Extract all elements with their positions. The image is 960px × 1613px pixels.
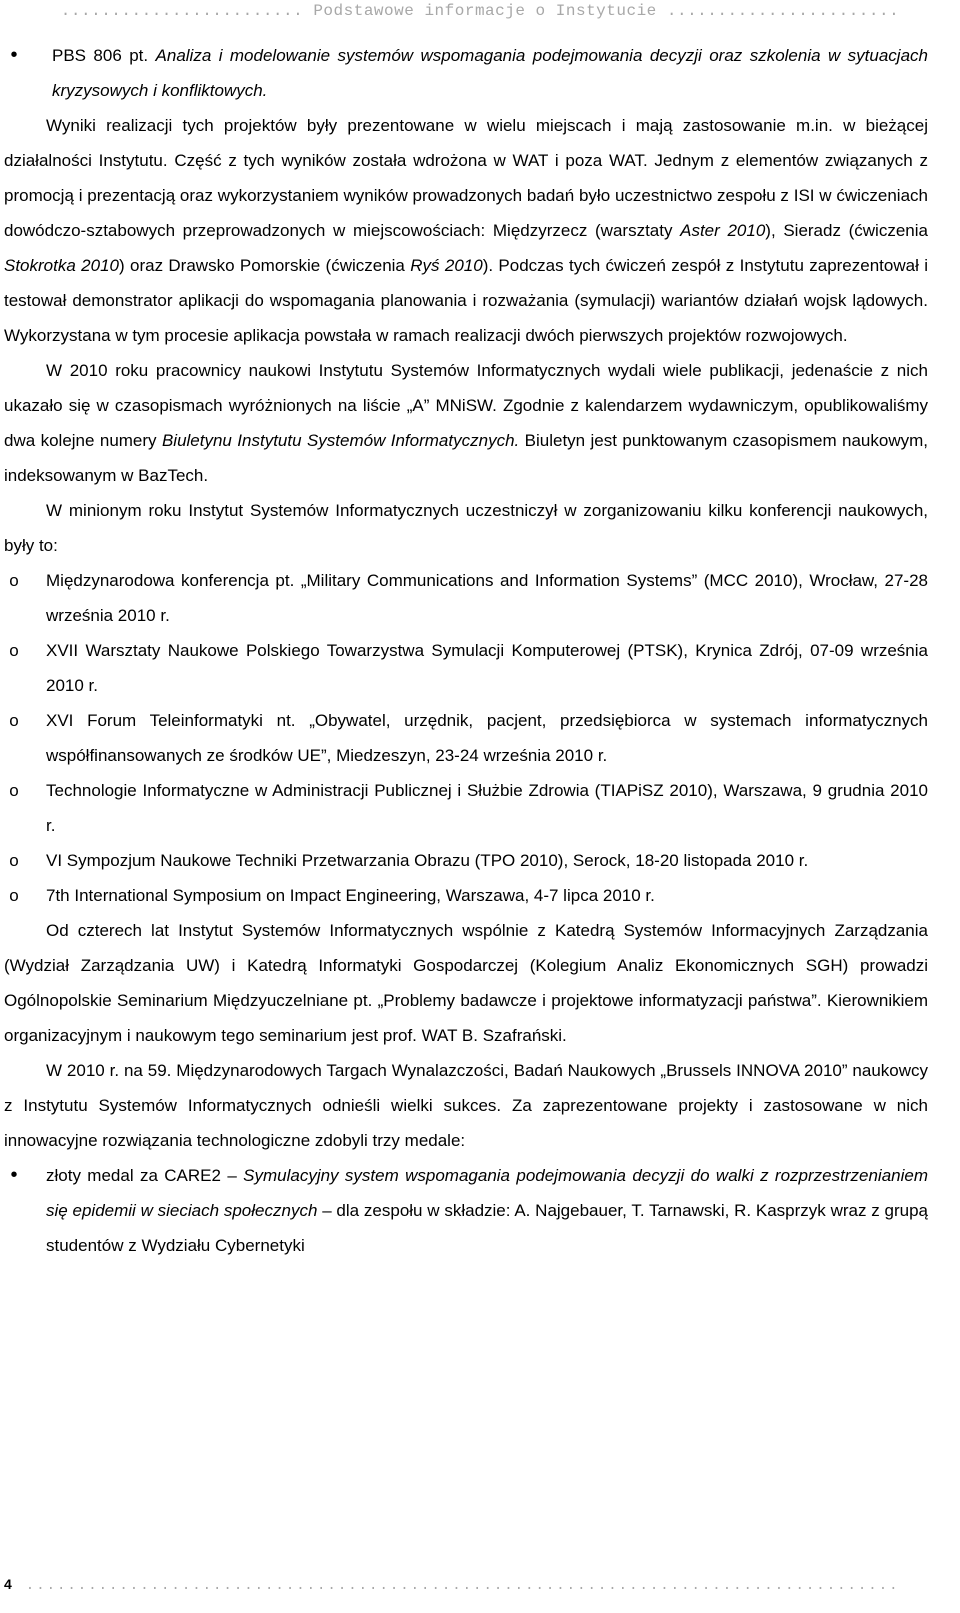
conference-list xyxy=(4,563,928,913)
conference-text: Międzynarodowa konferencja pt. „Military Communications and Information Systems” (MCC 2010), Wrocław, 27-28 września 2010 r. xyxy=(46,571,928,625)
page-number: 4 xyxy=(4,1576,12,1592)
paragraph-results xyxy=(4,108,928,353)
bullet-circle-icon: o xyxy=(9,781,19,800)
page-body xyxy=(4,38,928,1263)
paragraph-innova: W 2010 r. na 59. Międzynarodowych Targach Wynalazczości, Badań Naukowych „Brussels INNOVA 2010” naukowcy z Instytutu Systemów Informatycznych odnieśli wielki sukces. Za zaprezentowane projekty i zastosowane w nich innowacyjne rozwiązania technologiczne zdobyli trzy medale: xyxy=(4,1061,928,1150)
paragraph-publications-text-b: Biuletyn jest punktowanym czasopismem naukowym, indeksowanym w BazTech. xyxy=(4,431,928,485)
conference-text: XVI Forum Teleinformatyki nt. „Obywatel, urzędnik, pacjent, przedsiębiorca w systemach informatycznych współfinansowanych ze środków UE”, Miedzeszyn, 23-24 września 2010 r. xyxy=(46,711,928,765)
bullet-circle-icon: o xyxy=(9,641,19,660)
exercise-rys: Ryś 2010 xyxy=(410,256,483,275)
exercise-aster: Aster 2010 xyxy=(680,221,766,240)
paragraph-publications-text-a: W 2010 roku pracownicy naukowi Instytutu Systemów Informatycznych wydali wiele publikacji, jedenaście z nich ukazało się w czasopismach wyróżnionych na liście „A” MNiSW. Zgodnie z kalendarzem wydawniczym, opublikowaliśmy dwa kolejne numery xyxy=(4,361,928,450)
conference-text: 7th International Symposium on Impact Engineering, Warszawa, 4-7 lipca 2010 r. xyxy=(46,886,655,905)
medal-text-b: – dla zespołu w składzie: A. Najgebauer, T. Tarnawski, R. Kasprzyk wraz z grupą studentów z Wydziału Cybernetyki xyxy=(46,1201,928,1255)
conference-item xyxy=(4,773,928,843)
bullet-circle-icon: o xyxy=(9,886,19,905)
medal-text-a: złoty medal za CARE2 – xyxy=(46,1166,244,1185)
bulletin-title: Biuletynu Instytutu Systemów Informatycznych. xyxy=(161,431,520,450)
paragraph-results-text-a: Wyniki realizacji tych projektów były prezentowane w wielu miejscach i mają zastosowanie m.in. w bieżącej działalności Instytutu. Część z tych wyników została wdrożona w WAT i poza WAT. Jednym z elementów związanych z promocją i prezentacją oraz wykorzystaniem wyników prowadzonych badań było uczestnictwo zespołu z ISI w ćwiczeniach dowódczo-sztabowych przeprowadzonych w miejscowościach: Międzyrzecz (warsztaty xyxy=(4,116,928,240)
conference-text: Technologie Informatyczne w Administracji Publicznej i Służbie Zdrowia (TIAPiSZ 2010), Warszawa, 9 grudnia 2010 r. xyxy=(46,781,928,835)
paragraph-results-text-c: ) oraz Drawsko Pomorskie (ćwiczenia xyxy=(118,256,411,275)
running-header: ........................ Podstawowe informacje o Instytucie ....................... xyxy=(60,2,900,20)
paragraph-publications xyxy=(4,353,928,493)
conference-item xyxy=(4,633,928,703)
paragraph-seminar: Od czterech lat Instytut Systemów Informatycznych wspólnie z Katedrą Systemów Informacyjnych Zarządzania (Wydział Zarządzania UW) i Katedrą Informatyki Gospodarczej (Kolegium Analiz Ekonomicznych SGH) prowadzi Ogólnopolskie Seminarium Międzyuczelniane pt. „Problemy badawcze i projektowe informatyzacji państwa”. Kierownikiem organizacyjnym i naukowym tego seminarium jest prof. WAT B. Szafrański. xyxy=(4,921,928,1045)
bullet-circle-icon: o xyxy=(9,711,19,730)
conference-item xyxy=(4,703,928,773)
conference-item xyxy=(4,843,928,878)
pbs-list-item xyxy=(4,38,928,108)
medal-project-title: Symulacyjny system wspomagania podejmowania decyzji do walki z rozprzestrzenianiem się epidemii w sieciach społecznych xyxy=(46,1166,928,1220)
exercise-stokrotka: Stokrotka 2010 xyxy=(4,256,119,275)
medal-list-item xyxy=(4,1158,928,1263)
page-footer xyxy=(4,1576,928,1600)
bullet-circle-icon: o xyxy=(9,571,19,590)
paragraph-results-text-d: ). Podczas tych ćwiczeń zespół z Instytutu zaprezentował i testował demonstrator aplikacji do wspomagania planowania i rozważania (symulacji) wariantów działań wojsk lądowych. Wykorzystana w tym procesie aplikacja powstała w ramach realizacji dwóch pierwszych projektów rozwojowych. xyxy=(4,256,928,345)
paragraph-conferences-intro: W minionym roku Instytut Systemów Informatycznych uczestniczył w zorganizowaniu kilku konferencji naukowych, były to: xyxy=(4,501,928,555)
conference-item xyxy=(4,878,928,913)
conference-text: XVII Warsztaty Naukowe Polskiego Towarzystwa Symulacji Komputerowej (PTSK), Krynica Zdrój, 07-09 września 2010 r. xyxy=(46,641,928,695)
conference-item xyxy=(4,563,928,633)
bullet-circle-icon: o xyxy=(9,851,19,870)
paragraph-results-text-b: ), Sieradz (ćwiczenia xyxy=(765,221,928,240)
bullet-dot-icon: • xyxy=(10,1164,18,1186)
pbs-prefix: PBS 806 pt. xyxy=(52,46,156,65)
bullet-dot-icon: • xyxy=(10,44,18,66)
conference-text: VI Sympozjum Naukowe Techniki Przetwarzania Obrazu (TPO 2010), Serock, 18-20 listopada 2010 r. xyxy=(46,851,809,870)
pbs-project-title: Analiza i modelowanie systemów wspomagania podejmowania decyzji oraz szkolenia w sytuacjach kryzysowych i konfliktowych. xyxy=(52,46,928,100)
footer-dots: .................................................................................... xyxy=(25,1578,900,1594)
